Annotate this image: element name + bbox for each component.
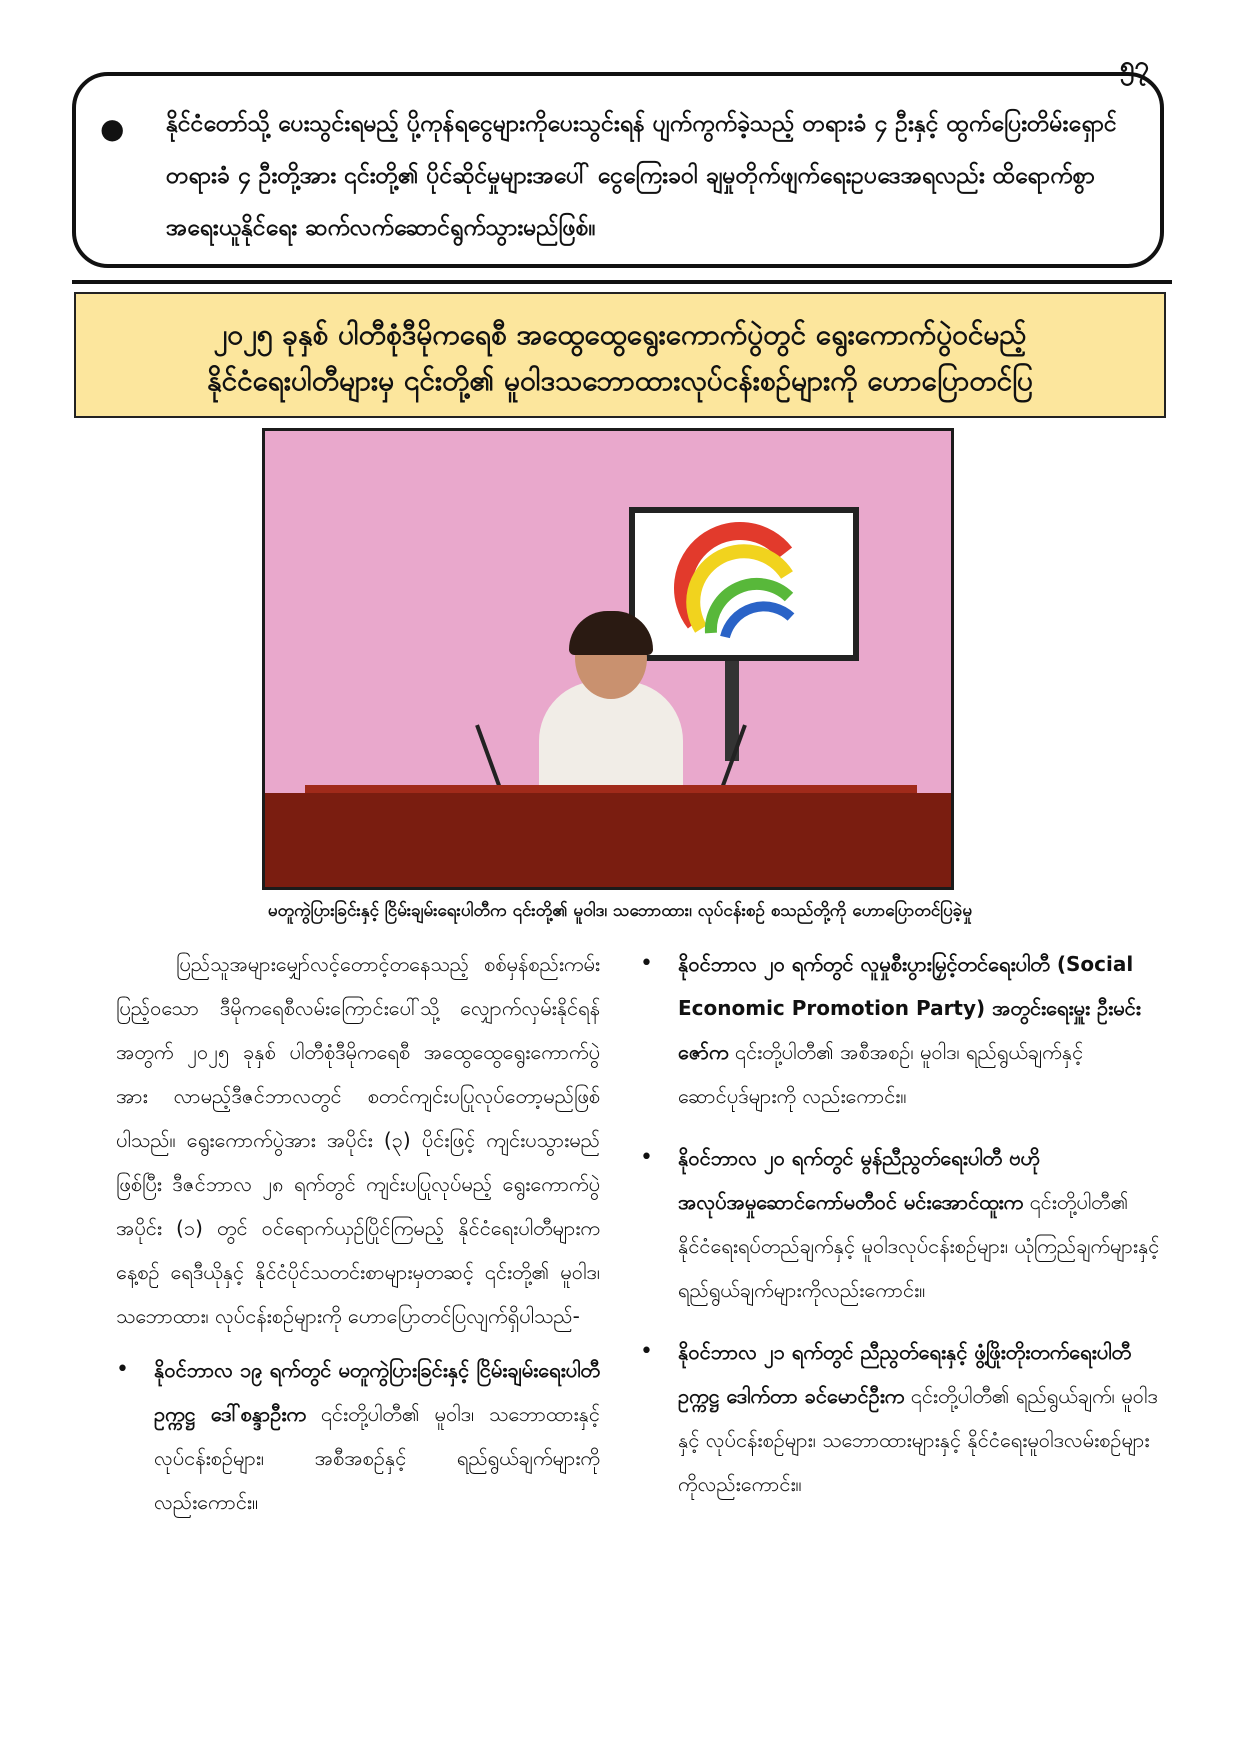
- headline-line: နိုင်ငံရေးပါတီများမှ ၎င်းတို့၏ မူဝါဒသဘောထားလုပ်ငန်းစဉ်များကို ဟောပြောတင်ပြ: [207, 364, 1033, 397]
- page-number: ၅၇: [1119, 51, 1149, 81]
- list-item: [640, 1330, 1160, 1506]
- list-item-text: ၎င်းတို့ပါတီ၏ နိုင်ငံရေးရပ်တည်ချက်နှင့် မူဝါဒလုပ်ငန်းစဉ်များ၊ ယုံကြည်ချက်များနှင့် ရည်ရွယ်ချက်များကိုလည်းကောင်း။: [678, 1190, 1160, 1302]
- bullet-icon: •: [640, 951, 653, 976]
- bullet-icon: ●: [100, 112, 125, 145]
- list-item-lead: နိုဝင်ဘာလ ၂၀ ရက်တွင် လူမှုစီးပွားမြှင့်တင်ရေးပါတီ (Social Economic Promotion Party) အတွင်းရေးမှူး ဦးမင်းဇော်က: [678, 952, 1141, 1064]
- bullet-icon: •: [640, 1339, 653, 1364]
- bullet-icon: •: [640, 1145, 653, 1170]
- headline: [74, 292, 1166, 418]
- list-item: [116, 1348, 600, 1524]
- party-logo-icon: [635, 513, 853, 655]
- summary-line: နိုင်ငံတော်သို့ ပေးသွင်းရမည့် ပို့ကုန်ရငွေများကိုပေးသွင်းရန် ပျက်ကွက်ခဲ့သည့် တရားခံ ၄ ဦးနှင့် ထွက်ပြေးတိမ်းရှောင်: [166, 111, 1117, 137]
- divider: [72, 280, 1172, 284]
- news-photo: [262, 428, 954, 890]
- list-item-lead: နိုဝင်ဘာလ ၁၉ ရက်တွင် မတူကွဲပြားခြင်းနှင့် ငြိမ်းချမ်းရေးပါတီဥက္ကဋ္ဌ ဒေါ်စန္ဒာဦးက: [154, 1358, 600, 1426]
- bullet-icon: •: [116, 1357, 129, 1382]
- desk: [265, 793, 954, 890]
- intro-paragraph: ပြည်သူအများမျှော်လင့်တောင့်တနေသည့် စစ်မှန်စည်းကမ်းပြည့်ဝသော ဒီမိုကရေစီလမ်းကြောင်းပေါ်သို့ လျှောက်လှမ်းနိုင်ရန်အတွက် ၂၀၂၅ ခုနှစ် ပါတီစုံဒီမိုကရေစီ အထွေထွေရွေးကောက်ပွဲအား လာမည့်ဒီဇင်ဘာလတွင် စတင်ကျင်းပပြုလုပ်တော့မည်ဖြစ်ပါသည်။ ရွေးကောက်ပွဲအား အပိုင်း (၃) ပိုင်းဖြင့် ကျင်းပသွားမည်ဖြစ်ပြီး ဒီဇင်ဘာလ ၂၈ ရက်တွင် ကျင်းပပြုလုပ်မည့် ရွေးကောက်ပွဲအပိုင်း (၁) တွင် ဝင်ရောက်ယှဉ်ပြိုင်ကြမည့် နိုင်ငံရေးပါတီများက နေ့စဉ် ရေဒီယိုနှင့် နိုင်ငံပိုင်သတင်းစာများမှတဆင့် ၎င်းတို့၏ မူဝါဒ၊ သဘောထား၊ လုပ်ငန်းစဉ်များကို ဟောပြောတင်ပြလျက်ရှိပါသည်-: [116, 952, 600, 1328]
- list-item: [640, 1136, 1160, 1312]
- summary-line: တရားခံ ၄ ဦးတို့အား ၎င်းတို့၏ ပိုင်ဆိုင်မှုများအပေါ် ငွေကြေးခဝါ ချမှုတိုက်ဖျက်ရေးဥပဒေအရလည်း ထိရောက်စွာ: [166, 163, 1095, 189]
- headline-line: ၂၀၂၅ ခုနှစ် ပါတီစုံဒီမိုကရေစီ အထွေထွေရွေးကောက်ပွဲတွင် ရွေးကောက်ပွဲဝင်မည့်: [213, 318, 1027, 351]
- left-column: [116, 942, 600, 1542]
- list-item-text: ၎င်းတို့ပါတီ၏ အစီအစဉ်၊ မူဝါဒ၊ ရည်ရွယ်ချက်နှင့် ဆောင်ပုဒ်များကို လည်းကောင်း။: [678, 1040, 1084, 1108]
- tv-screen: [629, 507, 859, 661]
- list-item-text: ၎င်းတို့ပါတီ၏ ရည်ရွယ်ချက်၊ မူဝါဒနှင့် လုပ်ငန်းစဉ်များ၊ သဘောထားများနှင့် နိုင်ငံရေးမူဝါဒလမ်းစဉ်များကိုလည်းကောင်း။: [678, 1384, 1158, 1496]
- summary-line: အရေးယူနိုင်ရေး ဆက်လက်ဆောင်ရွက်သွားမည်ဖြစ်။: [166, 215, 596, 241]
- list-item-lead: နိုဝင်ဘာလ ၂၀ ရက်တွင် မွန်ညီညွတ်ရေးပါတီ ဗဟိုအလုပ်အမှုဆောင်ကော်မတီဝင် မင်းအောင်ထူးက: [678, 1146, 1041, 1214]
- list-item-text: ၎င်းတို့ပါတီ၏ မူဝါဒ၊ သဘောထားနှင့်လုပ်ငန်းစဉ်များ၊ အစီအစဉ်နှင့် ရည်ရွယ်ချက်များကိုလည်းကောင်း။: [154, 1402, 600, 1514]
- photo-caption: မတူကွဲပြားခြင်းနှင့် ငြိမ်းချမ်းရေးပါတီက ၎င်းတို့၏ မူဝါဒ၊ သဘောထား၊ လုပ်ငန်းစဉ် စသည်တို့ကို ဟောပြောတင်ပြခဲ့မှု: [267, 901, 973, 921]
- right-column: [640, 942, 1160, 1524]
- microphone-icon: [475, 724, 503, 791]
- list-item: [640, 942, 1160, 1118]
- list-item-lead: နိုဝင်ဘာလ ၂၁ ရက်တွင် ညီညွတ်ရေးနှင့် ဖွံ့ဖြိုးတိုးတက်ရေးပါတီဥက္ကဋ္ဌ ဒေါက်တာ ခင်မောင်ဦးက: [678, 1340, 1132, 1408]
- summary-box: [72, 72, 1164, 268]
